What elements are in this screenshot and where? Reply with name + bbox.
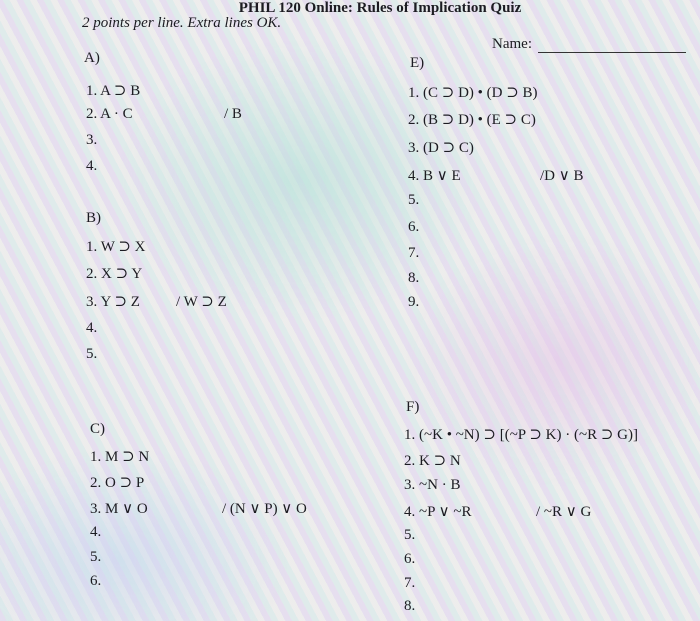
problem-b-label: B) <box>86 210 101 226</box>
problem-a-line-1: 1. A ⊃ B <box>86 83 141 99</box>
problem-a-label: A) <box>84 50 100 66</box>
problem-e-line-7: 7. <box>408 245 420 261</box>
problem-e-line-8: 8. <box>408 270 420 286</box>
problem-b-line-4: 4. <box>86 320 98 336</box>
problem-c-line-3: 3. M ∨ O <box>90 501 148 517</box>
problem-c-line-2: 2. O ⊃ P <box>90 475 145 491</box>
problem-b-line-3: 3. Y ⊃ Z <box>86 294 140 310</box>
problem-f-line-4: 4. ~P ∨ ~R <box>404 504 472 520</box>
problem-b-conclusion: / W ⊃ Z <box>176 294 227 310</box>
problem-e-line-4: 4. B ∨ E <box>408 168 461 184</box>
problem-b-line-2: 2. X ⊃ Y <box>86 266 143 282</box>
name-label: Name: <box>492 36 532 52</box>
problem-f-line-6: 6. <box>404 551 416 567</box>
problem-e-line-1: 1. (C ⊃ D) • (D ⊃ B) <box>408 85 538 101</box>
problem-f-line-5: 5. <box>404 527 416 543</box>
problem-e-line-5: 5. <box>408 192 420 208</box>
problem-f-line-8: 8. <box>404 598 416 614</box>
problem-b-line-1: 1. W ⊃ X <box>86 239 146 255</box>
problem-a-line-2: 2. A · C <box>86 106 133 122</box>
problem-f-line-2: 2. K ⊃ N <box>404 453 461 469</box>
instructions: 2 points per line. Extra lines OK. <box>82 15 282 31</box>
name-blank-line <box>538 52 686 53</box>
problem-c-line-4: 4. <box>90 524 102 540</box>
problem-c-label: C) <box>90 421 105 437</box>
problem-f-line-3: 3. ~N · B <box>404 477 461 493</box>
problem-a-line-4: 4. <box>86 158 98 174</box>
problem-e-line-9: 9. <box>408 294 420 310</box>
problem-e-line-3: 3. (D ⊃ C) <box>408 140 474 156</box>
problem-c-line-6: 6. <box>90 573 102 589</box>
problem-e-line-6: 6. <box>408 219 420 235</box>
problem-f-line-7: 7. <box>404 575 416 591</box>
problem-a-conclusion: / B <box>224 106 242 122</box>
problem-e-label: E) <box>410 55 425 71</box>
problem-f-line-1: 1. (~K • ~N) ⊃ [(~P ⊃ K) · (~R ⊃ G)] <box>404 427 638 443</box>
problem-f-conclusion: / ~R ∨ G <box>536 504 592 520</box>
problem-c-line-5: 5. <box>90 549 102 565</box>
problem-b-line-5: 5. <box>86 346 98 362</box>
problem-c-conclusion: / (N ∨ P) ∨ O <box>222 501 307 517</box>
problem-c-line-1: 1. M ⊃ N <box>90 449 150 465</box>
problem-f-label: F) <box>406 399 420 415</box>
problem-e-conclusion: /D ∨ B <box>540 168 584 184</box>
quiz-title: PHIL 120 Online: Rules of Implication Quiz <box>238 0 522 16</box>
problem-e-line-2: 2. (B ⊃ D) • (E ⊃ C) <box>408 112 536 128</box>
problem-a-line-3: 3. <box>86 132 98 148</box>
